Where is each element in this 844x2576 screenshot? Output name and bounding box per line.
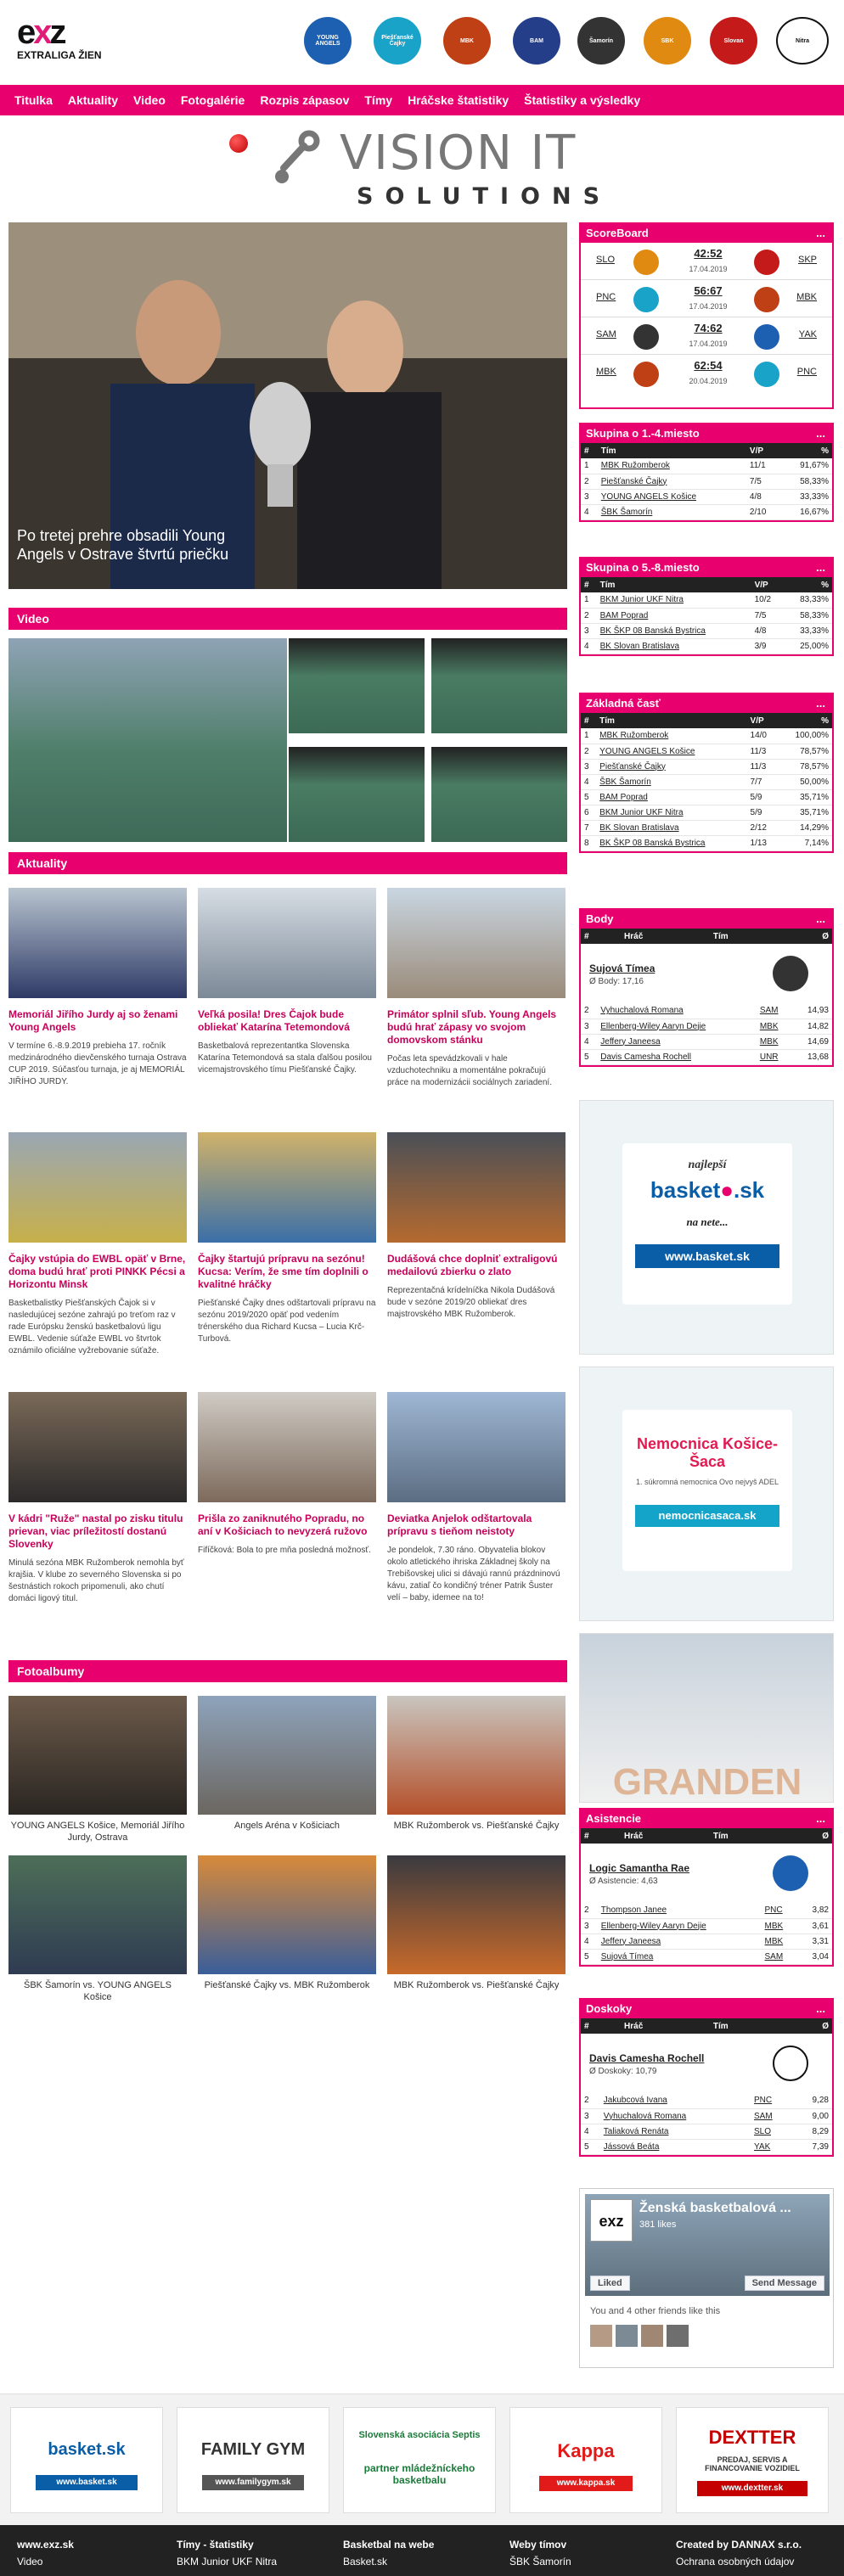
news-title[interactable]: Prišla zo zaniknutého Popradu, no aní v Košiciach to nevyzerá ružovo	[198, 1512, 368, 1537]
news-image	[198, 1392, 376, 1502]
album-caption[interactable]: Angels Aréna v Košiciach	[234, 1821, 340, 1831]
banner-ball-icon	[229, 134, 248, 153]
footer-link[interactable]: Basket.sk	[343, 2556, 388, 2568]
nav-aktuality[interactable]: Aktuality	[67, 93, 118, 107]
news-image	[8, 1132, 187, 1243]
player-link[interactable]: Ellenberg-Wiley Aaryn Dejie	[598, 1918, 762, 1933]
player-link[interactable]: Sujová Tímea	[598, 1949, 762, 1964]
team-link[interactable]: YOUNG ANGELS Košice	[596, 744, 746, 759]
video-thumb-4[interactable]	[431, 747, 567, 842]
footer-link[interactable]: Video	[17, 2556, 43, 2568]
album-caption[interactable]: Piešťanské Čajky vs. MBK Ružomberok	[204, 1980, 370, 1990]
team-link[interactable]: BK Slovan Bratislava	[597, 638, 751, 654]
team-link[interactable]: Piešťanské Čajky	[598, 474, 746, 489]
news-text: Počas leta spevádzkovali v hale vzduchotechniku a momentálne pokračujú práce na modernizácii sociálnych zariadení.	[387, 1054, 552, 1087]
team-logo-icon	[754, 287, 779, 312]
table-row: 4 Taliaková Renáta SLO 8,29	[581, 2124, 832, 2139]
footer-ad-septis[interactable]: Slovenská asociácia Septis partner mládežníckeho basketbalu	[343, 2407, 496, 2513]
team-link[interactable]: YOUNG ANGELS Košice	[598, 489, 746, 504]
player-link[interactable]: Jakubcová Ivana	[600, 2093, 751, 2108]
album-caption[interactable]: MBK Ružomberok vs. Piešťanské Čajky	[393, 1980, 560, 1990]
footer-link[interactable]: BKM Junior UKF Nitra	[177, 2556, 278, 2568]
table-row: 3 Ellenberg-Wiley Aaryn Dejie MBK 14,82	[581, 1019, 832, 1034]
player-link[interactable]: Thompson Janee	[598, 1903, 762, 1918]
stats-rebounds: Doskoky ... # Hráč Tím Ø Davis Camesha Rochell Ø Doskoky: 10,79 2 Jakubcová Ivana PNC 9,28 3 Vyhuchalová Romana SAM 9,00 4 Taliaková Renáta SLO 8,29 5 Jássová Beáta YAK 7,39	[579, 1998, 834, 2157]
stats-header: Asistencie ...	[581, 1810, 832, 1828]
facebook-page-name[interactable]: Ženská basketbalová ...	[639, 2201, 791, 2215]
team-logo-icon	[633, 250, 659, 275]
team-logo-icon	[773, 956, 808, 991]
team-logo-icon	[754, 324, 779, 350]
facebook-page-avatar: exz	[590, 2199, 633, 2242]
footer-sponsors	[0, 2394, 844, 2525]
footer-col: Created by DANNAX s.r.o. Ochrana osobných údajov	[676, 2539, 802, 2568]
news-text: Reprezentačná krídelníčka Nikola Dudášová bude v sezóne 2019/20 obliekať dres majstrovského MBK Ružomberok.	[387, 1286, 555, 1319]
club-logo-slovan[interactable]: Slovan	[710, 17, 757, 65]
hero-caption[interactable]: Po tretej prehre obsadili Young Angels v Ostrave štvrtú priečku	[17, 527, 229, 563]
standings-header: Skupina o 1.-4.miesto ...	[581, 424, 832, 443]
hero-article[interactable]	[8, 222, 567, 589]
table-row: 3 Piešťanské Čajky 11/3 78,57%	[581, 759, 832, 774]
team-link[interactable]: BK ŠKP 08 Banská Bystrica	[596, 835, 746, 850]
stats-header: Doskoky ...	[581, 2000, 832, 2018]
album-item[interactable]	[387, 1855, 565, 1991]
news-text: V termíne 6.-8.9.2019 prebieha 17. ročník medzinárodného dievčenského turnaja Ostrava CUP 2019. Súčasťou turnaja, je aj MEMORIÁL JIŘÍHO JURDY.	[8, 1041, 187, 1086]
footer-col: Basketbal na webe Basket.sk	[343, 2539, 435, 2568]
ad-nemocnica[interactable]: Nemocnica Košice-Šaca 1. súkromná nemocnica Ovo nejvyš ADEL nemocnicasaca.sk	[579, 1367, 834, 1621]
avatar[interactable]	[590, 2325, 612, 2347]
score-row[interactable]: PNC 56:67 17.04.2019 MBK	[581, 280, 832, 317]
logo-caption: EXTRALIGA ŽIEN	[17, 49, 102, 61]
sponsor-banner[interactable]	[229, 126, 612, 217]
table-row: 5 Jássová Beáta YAK 7,39	[581, 2139, 832, 2154]
standings-table: # Tím V/P % 1 BKM Junior UKF Nitra 10/2 83,33% 2 BAM Poprad 7/5 58,33% 3 BK ŠKP 08 Banská Bystrica 4/8 33,33% 4 BK Slovan Bratislava 3/9 25,00%	[581, 577, 832, 654]
team-link[interactable]: MBK Ružomberok	[596, 728, 746, 744]
album-caption[interactable]: ŠBK Šamorín vs. YOUNG ANGELS Košice	[23, 1980, 172, 2002]
player-link[interactable]: Jeffery Janeesa	[598, 1933, 762, 1949]
club-logo-samorin[interactable]: Šamorín	[577, 17, 625, 65]
album-image	[198, 1696, 376, 1815]
section-news-header: Aktuality	[8, 852, 567, 874]
top-player[interactable]: Sujová Tímea Ø Body: 17,16	[581, 944, 832, 1003]
club-logo-piestany[interactable]: Piešťanské Čajky	[374, 17, 421, 65]
table-row: 4 BK Slovan Bratislava 3/9 25,00%	[581, 638, 832, 654]
news-title[interactable]: Veľká posila! Dres Čajok bude obliekať Katarína Tetemondová	[198, 1008, 350, 1033]
scoreboard-header: ScoreBoard ...	[581, 224, 832, 243]
player-link[interactable]: Vyhuchalová Romana	[597, 1003, 757, 1019]
news-image	[8, 888, 187, 998]
news-text: Minulá sezóna MBK Ružomberok nemohla byť krajšia. V klube zo severného Slovenska si po šestnástich rokoch pripomenuli, ako chutí domáci ligový titul.	[8, 1558, 184, 1603]
stats-table	[581, 2093, 832, 2155]
vision-logo-icon	[272, 129, 323, 190]
footer-ad-basket[interactable]: basket.sk www.basket.sk	[10, 2407, 163, 2513]
table-row: 7 BK Slovan Bratislava 2/12 14,29%	[581, 820, 832, 835]
scoreboard-more-link[interactable]: ...	[816, 227, 825, 239]
standings-basic	[579, 693, 834, 853]
avatar[interactable]	[641, 2325, 663, 2347]
club-logo-nitra[interactable]: Nitra	[776, 17, 829, 65]
album-item[interactable]	[198, 1855, 376, 1991]
score-value[interactable]: 74:62	[694, 322, 723, 334]
video-thumb-3[interactable]	[289, 747, 425, 842]
table-row: 1 BKM Junior UKF Nitra 10/2 83,33%	[581, 592, 832, 608]
player-link[interactable]: Taliaková Renáta	[600, 2124, 751, 2139]
section-video-header: Video	[8, 608, 567, 630]
player-link[interactable]: Jeffery Janeesa	[597, 1034, 757, 1049]
album-caption[interactable]: YOUNG ANGELS Košice, Memoriál Jiřího Jurdy, Ostrava	[10, 1821, 185, 1843]
news-title[interactable]: Čajky vstúpia do EWBL opäť v Brne, doma budú hrať proti PINKK Pécsi a Horizontu Minsk	[8, 1253, 186, 1290]
stats-table	[581, 1903, 832, 1965]
album-item[interactable]	[8, 1696, 187, 1844]
standings-more-link[interactable]: ...	[816, 561, 825, 574]
news-item[interactable]	[198, 1392, 376, 1557]
table-row: 5 Davis Camesha Rochell UNR 13,68	[581, 1049, 832, 1064]
news-image	[387, 1392, 565, 1502]
table-row: 2 Vyhuchalová Romana SAM 14,93	[581, 1003, 832, 1019]
table-row: 4 ŠBK Šamorín 2/10 16,67%	[581, 504, 832, 519]
table-row: 5 Sujová Tímea SAM 3,04	[581, 1949, 832, 1964]
album-item[interactable]	[8, 1855, 187, 2003]
ad-granden[interactable]: GRANDEN	[579, 1633, 834, 1803]
nav-titulka[interactable]: Titulka	[14, 93, 53, 107]
video-thumb-2[interactable]	[431, 638, 567, 733]
stats-header: Body ...	[581, 910, 832, 929]
standings-table: # Tím V/P % 1 MBK Ružomberok 14/0 100,00% 2 YOUNG ANGELS Košice 11/3 78,57% 3 Piešťanské Čajky 11/3 78,57% 4 ŠBK Šamorín 7/7 50,00% 5 BAM Poprad 5/9 35,71% 6 BKM Junior UKF Nitra 5/9 35,71% 7 BK Slovan Bratislava 2/12 14,29% 8 BK ŠKP 08 Banská Bystrica 1/13 7,14%	[581, 713, 832, 851]
table-row: 4 Jeffery Janeesa MBK 3,31	[581, 1933, 832, 1949]
news-item[interactable]	[8, 1132, 187, 1357]
table-row: 6 BKM Junior UKF Nitra 5/9 35,71%	[581, 805, 832, 820]
team-logo-icon	[754, 250, 779, 275]
team-link[interactable]: BKM Junior UKF Nitra	[597, 592, 751, 608]
video-thumb-1[interactable]	[289, 638, 425, 733]
team-link[interactable]: ŠBK Šamorín	[598, 504, 746, 519]
club-logo-sbk[interactable]: SBK	[644, 17, 691, 65]
news-title[interactable]: Deviatka Anjelok odštartovala prípravu s tieňom neistoty	[387, 1512, 532, 1537]
news-item[interactable]	[8, 888, 187, 1088]
banner-title: VISION IT	[340, 126, 577, 181]
album-image	[198, 1855, 376, 1974]
news-text: Je pondelok, 7.30 ráno. Obyvatelia blokov okolo atletického ihriska Základnej školy na Trebišovskej ulici si dávajú rannú prázdninovú kávu, zatiaľ čo kondičný tréner Patrik Šuster velí – baby, idemee na to!	[387, 1546, 560, 1602]
news-title[interactable]: Primátor splnil sľub. Young Angels budú hrať zápasy vo svojom domovskom stánku	[387, 1008, 557, 1046]
score-value[interactable]: 62:54	[694, 359, 723, 372]
news-item[interactable]	[8, 1392, 187, 1605]
nav-rozpis-zapasov[interactable]: Rozpis zápasov	[260, 93, 350, 107]
album-image	[387, 1696, 565, 1815]
standings-more-link[interactable]: ...	[816, 697, 825, 710]
team-logo-icon	[633, 362, 659, 387]
album-image	[8, 1855, 187, 1974]
standings-table: # Tím V/P % 1 MBK Ružomberok 11/1 91,67% 2 Piešťanské Čajky 7/5 58,33% 3 YOUNG ANGELS Košice 4/8 33,33% 4 ŠBK Šamorín 2/10 16,67%	[581, 443, 832, 520]
top-player[interactable]: Davis Camesha Rochell Ø Doskoky: 10,79	[581, 2034, 832, 2093]
team-link[interactable]: ŠBK Šamorín	[596, 774, 746, 789]
table-row: 2 YOUNG ANGELS Košice 11/3 78,57%	[581, 744, 832, 759]
news-image	[198, 1132, 376, 1243]
table-row: 5 BAM Poprad 5/9 35,71%	[581, 789, 832, 805]
score-value[interactable]: 42:52	[694, 247, 723, 260]
player-link[interactable]: Ellenberg-Wiley Aaryn Dejie	[597, 1019, 757, 1034]
standings-header: Skupina o 5.-8.miesto ...	[581, 558, 832, 577]
footer-link[interactable]: Ochrana osobných údajov	[676, 2556, 795, 2568]
footer-link[interactable]: ŠBK Šamorín	[509, 2556, 571, 2568]
team-logo-icon	[754, 362, 779, 387]
nav-video[interactable]: Video	[133, 93, 166, 107]
team-link[interactable]: BK Slovan Bratislava	[596, 820, 746, 835]
news-text: Basketbalistky Piešťanských Čajok si v nasledujúcej sezóne zahrajú po treťom raz v rade Európsku ženskú basketbalovú ligu EWBL. Vedenie súťaže EWBL vo štvrtok oznámilo oficiálne vyžrebovanie súťaže.	[8, 1299, 176, 1355]
news-text: Fifíčková: Bola to pre mňa posledná možnosť.	[198, 1546, 371, 1555]
table-row: 1 MBK Ružomberok 14/0 100,00%	[581, 728, 832, 744]
table-row: 4 ŠBK Šamorín 7/7 50,00%	[581, 774, 832, 789]
news-item[interactable]	[198, 888, 376, 1076]
table-row: 4 Jeffery Janeesa MBK 14,69	[581, 1034, 832, 1049]
news-image	[387, 1132, 565, 1243]
footer	[0, 2525, 844, 2576]
footer-col: www.exz.sk Video	[17, 2539, 74, 2568]
team-link[interactable]: BAM Poprad	[597, 608, 751, 623]
footer-col: Tímy - štatistiky BKM Junior UKF Nitra	[177, 2539, 278, 2568]
player-link[interactable]: Vyhuchalová Romana	[600, 2108, 751, 2124]
nav-hracske-statistiky[interactable]: Hráčske štatistiky	[408, 93, 509, 107]
header	[0, 0, 844, 85]
footer-ad-familygym[interactable]: FAMILY GYM www.familygym.sk	[177, 2407, 329, 2513]
news-item[interactable]	[387, 888, 565, 1089]
news-text: Basketbalová reprezentantka Slovenska Katarína Tetemondová sa stala ďalšou posilou vicemajstrovského tímu Piešťanské Čajky.	[198, 1041, 372, 1075]
stats-more-link[interactable]: ...	[816, 912, 825, 925]
player-link[interactable]: Jássová Beáta	[600, 2139, 751, 2154]
album-item[interactable]	[198, 1696, 376, 1832]
team-link[interactable]: BAM Poprad	[596, 789, 746, 805]
club-logo-bam[interactable]: BAM	[513, 17, 560, 65]
avatar[interactable]	[667, 2325, 689, 2347]
stats-table	[581, 1003, 832, 1065]
nav-statistiky-vysledky[interactable]: Štatistiky a výsledky	[524, 93, 641, 107]
footer-ad-dextter[interactable]: DEXTTER PREDAJ, SERVIS A FINANCOVANIE VOZIDIEL www.dextter.sk	[676, 2407, 829, 2513]
stats-assists: Asistencie ... # Hráč Tím Ø Logic Samantha Rae Ø Asistencie: 4,63 2 Thompson Janee PNC 3,82 3 Ellenberg-Wiley Aaryn Dejie MBK 3,61 4 Jeffery Janeesa MBK 3,31 5 Sujová Tímea SAM 3,04	[579, 1808, 834, 1967]
score-value[interactable]: 56:67	[694, 284, 723, 297]
table-row: 2 Piešťanské Čajky 7/5 58,33%	[581, 474, 832, 489]
news-title[interactable]: Čajky štartujú prípravu na sezónu! Kucsa: Verím, že sme tím doplnili o kvalitné hráčky	[198, 1253, 369, 1290]
news-item[interactable]	[387, 1392, 565, 1604]
footer-col: Weby tímov ŠBK Šamorín	[509, 2539, 571, 2568]
club-logo-mbk[interactable]: MBK	[443, 17, 491, 65]
stats-points: Body ... # Hráč Tím Ø Sujová Tímea Ø Body: 17,16 2 Vyhuchalová Romana SAM 14,93 3 Ellenberg-Wiley Aaryn Dejie MBK 14,82 4 Jeffery Janeesa MBK 14,69 5 Davis Camesha Rochell UNR 13,68	[579, 908, 834, 1067]
stats-more-link[interactable]: ...	[816, 2002, 825, 2015]
team-link[interactable]: MBK Ružomberok	[598, 458, 746, 474]
news-image	[198, 888, 376, 998]
team-link[interactable]: BKM Junior UKF Nitra	[596, 805, 746, 820]
news-item[interactable]	[198, 1132, 376, 1345]
score-row[interactable]: MBK 62:54 20.04.2019 PNC	[596, 359, 817, 385]
standings-group-2	[579, 557, 834, 656]
footer-ad-kappa[interactable]: Kappa www.kappa.sk	[509, 2407, 662, 2513]
main-navigation	[0, 85, 844, 115]
standings-header: Základná časť ...	[581, 694, 832, 713]
video-main-thumb[interactable]	[8, 638, 287, 842]
avatar[interactable]	[616, 2325, 638, 2347]
team-link[interactable]: Piešťanské Čajky	[596, 759, 746, 774]
album-image	[387, 1855, 565, 1974]
banner-subtitle: SOLUTIONS	[357, 183, 612, 210]
table-row: 3 Ellenberg-Wiley Aaryn Dejie MBK 3,61	[581, 1918, 832, 1933]
table-row: 2 Thompson Janee PNC 3,82	[581, 1903, 832, 1918]
standings-more-link[interactable]: ...	[816, 427, 825, 440]
site-logo[interactable]: exz EXTRALIGA ŽIEN	[17, 14, 102, 61]
score-row[interactable]: SAM 74:62 17.04.2019 YAK	[581, 317, 832, 355]
news-title[interactable]: Memoriál Jiřího Jurdy aj so ženami Young Angels	[8, 1008, 178, 1033]
facebook-friend-avatars	[590, 2325, 689, 2347]
table-row: 3 Vyhuchalová Romana SAM 9,00	[581, 2108, 832, 2124]
table-row: 3 YOUNG ANGELS Košice 4/8 33,33%	[581, 489, 832, 504]
ad-basket-sk[interactable]: najlepší basket●.sk na nete... www.basket.sk	[579, 1100, 834, 1355]
facebook-liked-button[interactable]: Liked	[590, 2276, 630, 2291]
player-link[interactable]: Davis Camesha Rochell	[597, 1049, 757, 1064]
news-image	[8, 1392, 187, 1502]
club-logo-young-angels[interactable]: YOUNG ANGELS	[304, 17, 352, 65]
facebook-cover[interactable]: exz Ženská basketbalová ... 381 likes Liked Send Message	[585, 2194, 830, 2296]
facebook-send-message-button[interactable]: Send Message	[745, 2276, 824, 2291]
stats-more-link[interactable]: ...	[816, 1812, 825, 1825]
album-image	[8, 1696, 187, 1815]
score-row[interactable]: SLO 42:52 17.04.2019 SKP	[581, 243, 832, 280]
album-caption[interactable]: MBK Ružomberok vs. Piešťanské Čajky	[393, 1821, 560, 1831]
nav-timy[interactable]: Tímy	[364, 93, 393, 107]
table-row: 3 BK ŠKP 08 Banská Bystrica 4/8 33,33%	[581, 623, 832, 638]
team-logo-icon	[633, 324, 659, 350]
table-row: 2 BAM Poprad 7/5 58,33%	[581, 608, 832, 623]
nav-fotogalerie[interactable]: Fotogalérie	[180, 93, 245, 107]
team-logo-icon	[773, 1855, 808, 1891]
album-item[interactable]	[387, 1696, 565, 1832]
section-albums-header: Fotoalbumy	[8, 1660, 567, 1682]
news-title[interactable]: Dudášová chce doplniť extraligovú medailovú zbierku o zlato	[387, 1253, 558, 1277]
table-row: 2 Jakubcová Ivana PNC 9,28	[581, 2093, 832, 2108]
team-logo-icon	[633, 287, 659, 312]
team-logo-icon	[773, 2046, 808, 2081]
top-player[interactable]: Logic Samantha Rae Ø Asistencie: 4,63	[581, 1844, 832, 1903]
facebook-widget: exz Ženská basketbalová ... 381 likes Liked Send Message You and 4 other friends like this	[579, 2188, 834, 2368]
news-item[interactable]	[387, 1132, 565, 1321]
scoreboard-panel	[579, 222, 834, 409]
standings-group-1	[579, 423, 834, 522]
table-row: 8 BK ŠKP 08 Banská Bystrica 1/13 7,14%	[581, 835, 832, 850]
news-title[interactable]: V kádri "Ruže" nastal po zisku titulu prievan, viac príležitostí dostanú Slovenky	[8, 1512, 183, 1550]
news-image	[387, 888, 565, 998]
news-text: Piešťanské Čajky dnes odštartovali prípravu na sezónu 2019/2020 opäť pod vedením trénerského dua Richard Kucsa – Lucia Krč-Turbová.	[198, 1299, 376, 1344]
team-link[interactable]: BK ŠKP 08 Banská Bystrica	[597, 623, 751, 638]
table-row: 1 MBK Ružomberok 11/1 91,67%	[581, 458, 832, 474]
